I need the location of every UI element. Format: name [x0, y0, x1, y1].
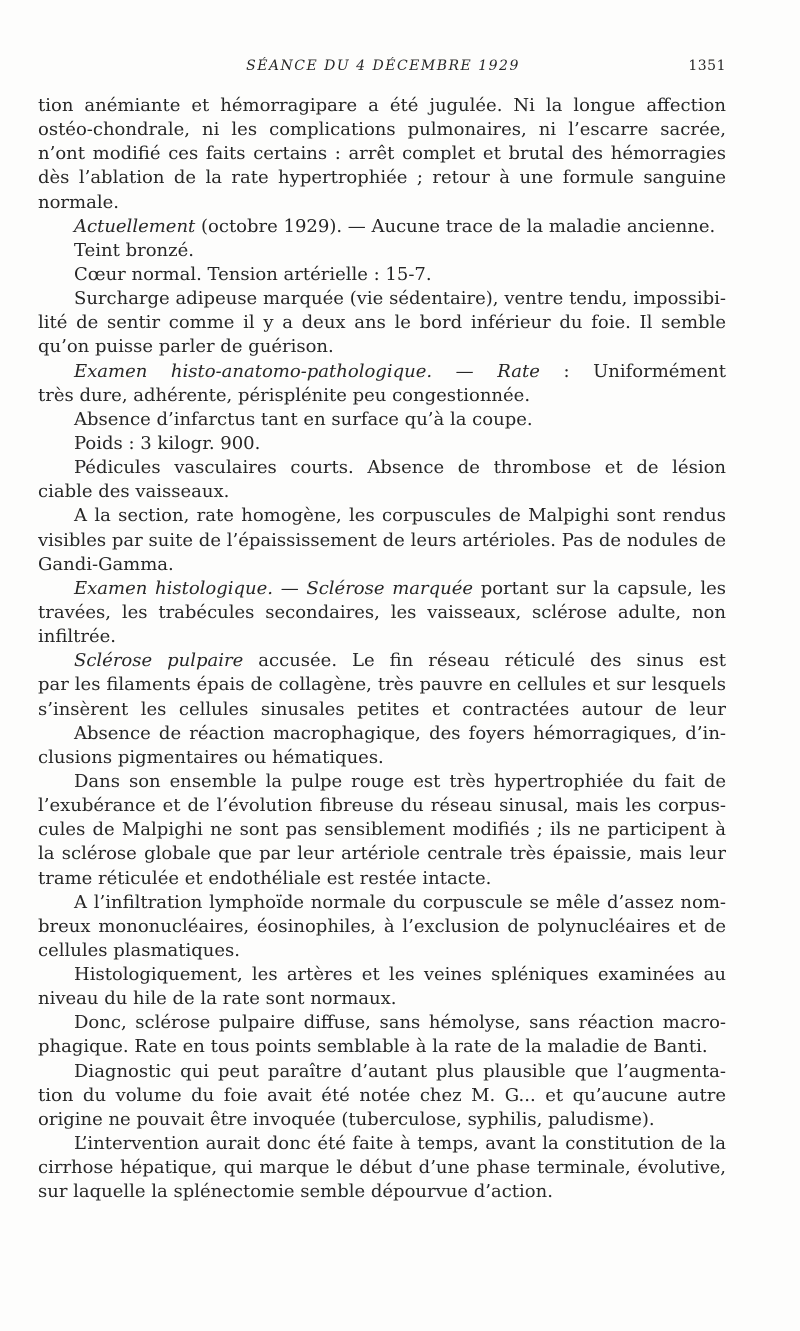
text-run: Teint bronzé. [74, 239, 194, 261]
italic-run: Actuellement [74, 215, 196, 237]
text-run: origine ne pouvait être invoquée (tuberculose, syphilis, paludisme). [38, 1108, 655, 1130]
page-number: 1351 [688, 58, 726, 74]
text-run: Poids : 3 kilogr. 900. [74, 432, 261, 454]
text-run: dès l’ablation de la rate hypertrophiée ; retour à une formule sanguine [38, 167, 726, 189]
text-run: n’ont modifié ces faits certains : arrêt complet et brutal des hémorragies [38, 143, 726, 165]
text-line [38, 939, 726, 963]
text-line [38, 794, 726, 818]
text-line [38, 649, 726, 673]
text-run: Surcharge adipeuse marquée (vie sédentaire), ventre tendu, impossibi- [74, 288, 726, 310]
text-line [38, 1180, 726, 1204]
header-title: SÉANCE DU 4 DÉCEMBRE 1929 [246, 58, 520, 74]
text-run: A l’infiltration lymphoïde normale du corpuscule se mêle d’assez nom- [74, 891, 726, 913]
text-line [38, 191, 726, 215]
text-run: accusée. Le fin réseau réticulé des sinus est [258, 650, 726, 672]
text-run: lité de sentir comme il y a deux ans le bord inférieur du foie. Il semble [38, 312, 726, 334]
text-line [38, 601, 726, 625]
text-run: A la section, rate homogène, les corpuscules de Malpighi sont rendus [74, 505, 726, 527]
text-run: ciable des vaisseaux. [38, 481, 230, 503]
text-run: cirrhose hépatique, qui marque le début d’une phase terminale, évolutive, [38, 1157, 726, 1179]
text-line [38, 384, 726, 408]
text-run: trame réticulée et endothéliale est restée intacte. [38, 867, 492, 889]
text-run: Cœur normal. Tension artérielle : 15-7. [74, 263, 432, 285]
text-line [38, 867, 726, 891]
text-run: breux mononucléaires, éosinophiles, à l’exclusion de polynucléaires et de [38, 915, 726, 937]
text-line [38, 722, 726, 746]
text-run: qu’on puisse parler de guérison. [38, 336, 334, 358]
text-line [38, 142, 726, 166]
text-line [38, 215, 726, 239]
text-line [38, 456, 726, 480]
italic-run: Sclérose pulpaire [74, 650, 244, 672]
text-run: sur laquelle la splénectomie semble dépourvue d’action. [38, 1181, 553, 1203]
text-run: tion du volume du foie avait été notée chez M. G... et qu’aucune autre [38, 1084, 726, 1106]
text-line [38, 408, 726, 432]
text-line [38, 94, 726, 118]
text-run: clusions pigmentaires ou hématiques. [38, 746, 384, 768]
text-run: cules de Malpighi ne sont pas sensiblement modifiés ; ils ne participent à [38, 819, 726, 841]
text-run: normale. [38, 191, 119, 213]
text-line [38, 915, 726, 939]
text-run: travées, les trabécules secondaires, les vaisseaux, sclérose adulte, non [38, 601, 726, 623]
text-line [38, 1156, 726, 1180]
text-run: par les filaments épais de collagène, très pauvre en cellules et sur lesquels [38, 674, 726, 696]
body-text [38, 94, 726, 1204]
text-run: phagique. Rate en tous points semblable à la rate de la maladie de Banti. [38, 1036, 708, 1058]
text-run: Histologiquement, les artères et les veines spléniques examinées au [74, 964, 726, 986]
italic-run: Examen histologique. — Sclérose marquée [74, 577, 474, 599]
text-line [38, 335, 726, 359]
text-line [38, 360, 726, 384]
text-run: : Uniformément [563, 360, 726, 382]
text-line [38, 625, 726, 649]
text-line [38, 1060, 726, 1084]
text-line [38, 1132, 726, 1156]
text-run: infiltrée. [38, 626, 116, 648]
text-run: Diagnostic qui peut paraître d’autant plus plausible que l’augmenta- [74, 1060, 726, 1082]
text-line [38, 311, 726, 335]
text-run: cellules plasmatiques. [38, 939, 240, 961]
text-run: Dans son ensemble la pulpe rouge est très hypertrophiée du fait de [74, 770, 726, 792]
text-line [38, 1084, 726, 1108]
text-line [38, 987, 726, 1011]
text-line [38, 239, 726, 263]
text-line [38, 480, 726, 504]
text-line [38, 553, 726, 577]
text-run: la sclérose globale que par leur artériole centrale très épaissie, mais leur [38, 843, 726, 865]
text-run: Gandi-Gamma. [38, 553, 174, 575]
text-run: Pédicules vasculaires courts. Absence de thrombose et de lésion [74, 457, 726, 479]
text-line [38, 1035, 726, 1059]
text-line [38, 842, 726, 866]
text-run: très dure, adhérente, périsplénite peu congestionnée. [38, 384, 531, 406]
text-run: tion anémiante et hémorragipare a été jugulée. Ni la longue affection [38, 95, 726, 116]
text-line [38, 673, 726, 697]
text-line [38, 166, 726, 190]
text-run: visibles par suite de l’épaississement de leurs artérioles. Pas de nodules de [38, 529, 726, 551]
text-run: niveau du hile de la rate sont normaux. [38, 988, 397, 1010]
text-line [38, 746, 726, 770]
text-run: l’exubérance et de l’évolution fibreuse du réseau sinusal, mais les corpus- [38, 795, 726, 817]
text-line [38, 891, 726, 915]
text-line [38, 1011, 726, 1035]
text-line [38, 118, 726, 142]
text-line [38, 818, 726, 842]
text-run: portant sur la capsule, les [473, 577, 726, 599]
text-line [38, 287, 726, 311]
italic-run: Examen histo-anatomo-pathologique. — Rate [74, 360, 540, 382]
text-run: Absence d’infarctus tant en surface qu’à la coupe. [74, 408, 533, 430]
text-run: L’intervention aurait donc été faite à temps, avant la constitution de la [74, 1133, 726, 1155]
text-line [38, 698, 726, 722]
text-run: (octobre 1929). — Aucune trace de la maladie ancienne. [195, 215, 716, 237]
text-line [38, 529, 726, 553]
text-line [38, 263, 726, 287]
text-line [38, 770, 726, 794]
running-header [40, 58, 726, 80]
text-run: Absence de réaction macrophagique, des foyers hémorragiques, d’in- [74, 722, 726, 744]
text-run: s’insèrent les cellules sinusales petites et contractées autour de leur [38, 698, 726, 720]
text-run: ostéo-chondrale, ni les complications pulmonaires, ni l’escarre sacrée, [38, 119, 726, 141]
text-line [38, 504, 726, 528]
text-line [38, 963, 726, 987]
text-line [38, 1108, 726, 1132]
text-line [38, 432, 726, 456]
text-line [38, 577, 726, 601]
text-run: Donc, sclérose pulpaire diffuse, sans hémolyse, sans réaction macro- [74, 1012, 726, 1034]
